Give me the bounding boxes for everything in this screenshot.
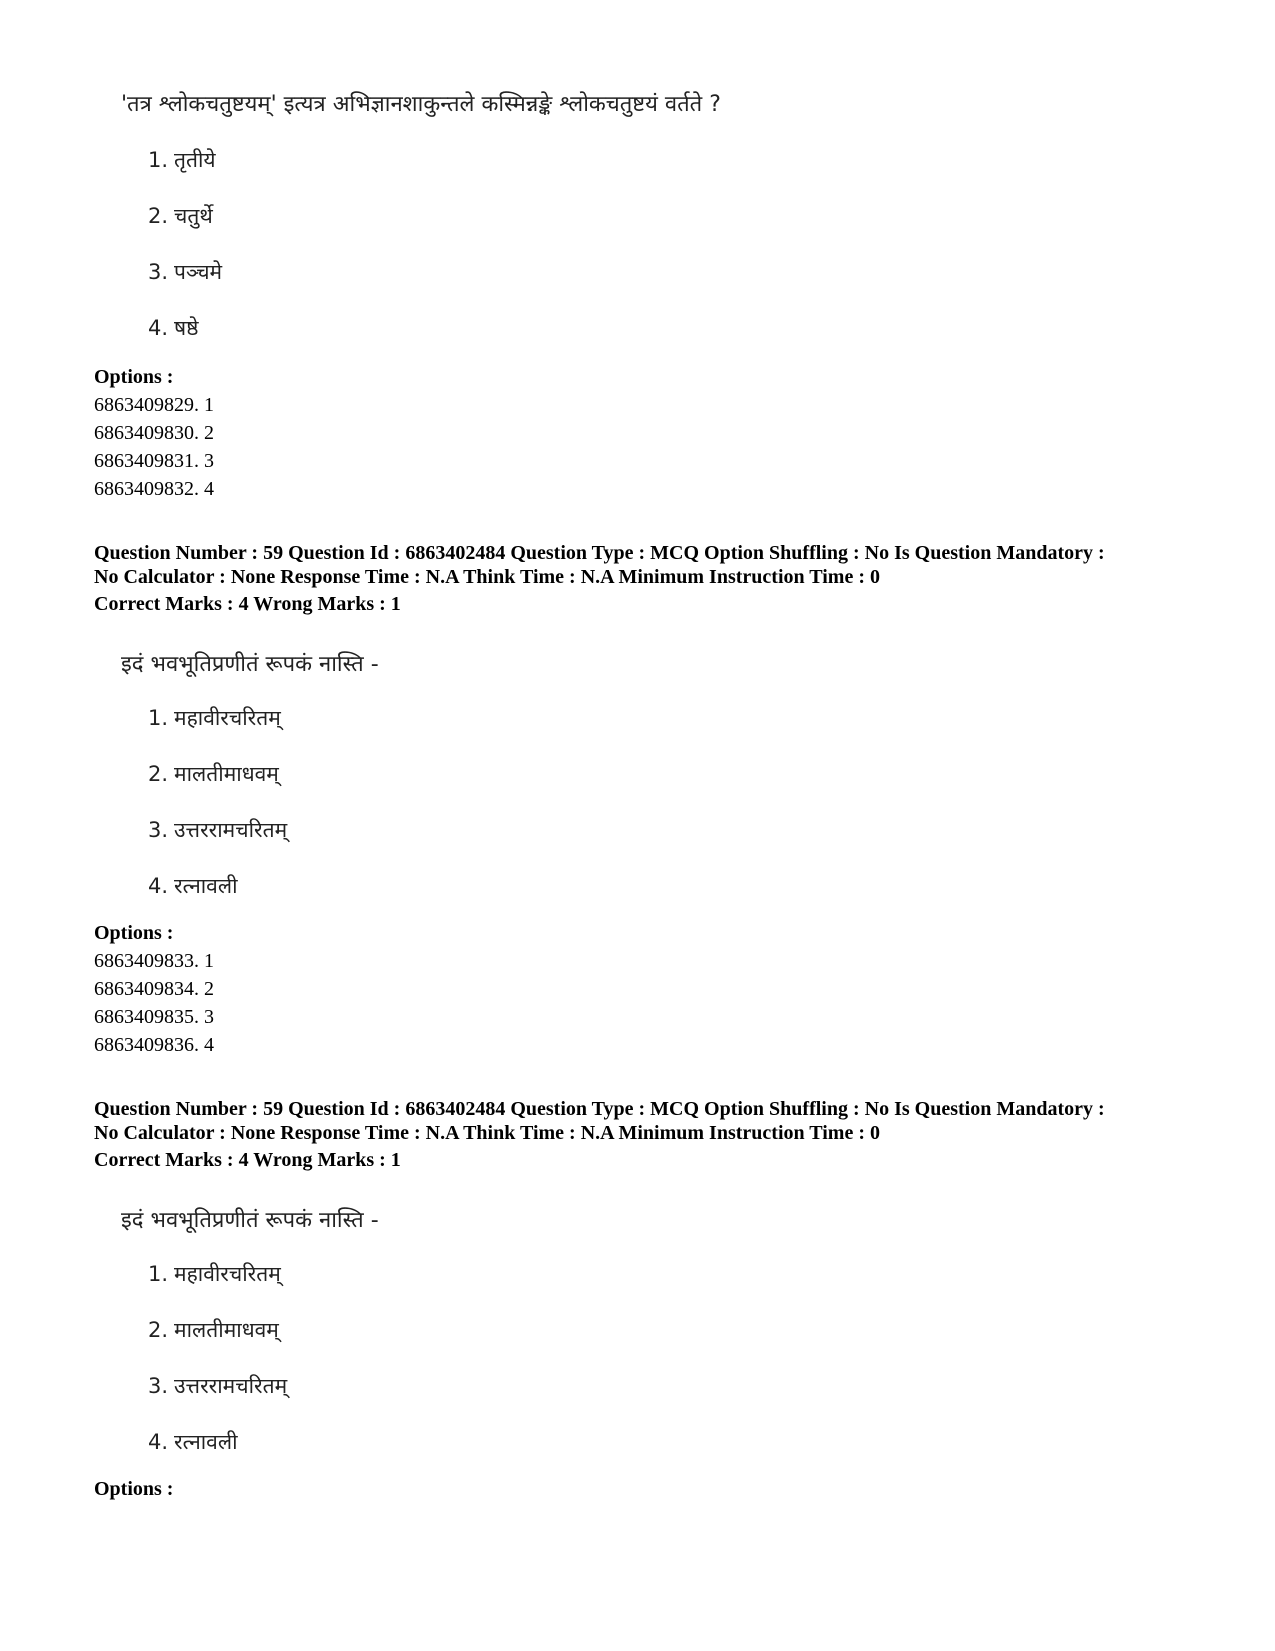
choice-2 <box>148 202 213 230</box>
choice-text: महावीरचरितम् <box>174 1262 281 1286</box>
question-text: इदं भवभूतिप्रणीतं रूपकं नास्ति - <box>121 652 379 677</box>
marks-line: Correct Marks : 4 Wrong Marks : 1 <box>94 1149 401 1171</box>
choice-1 <box>148 704 281 732</box>
choice-text: रत्नावली <box>174 1430 238 1454</box>
choice-number: 3. <box>148 818 169 842</box>
meta-line-2: No Calculator : None Response Time : N.A Think Time : N.A Minimum Instruction Time : 0 <box>94 566 880 588</box>
meta-line-2: No Calculator : None Response Time : N.A Think Time : N.A Minimum Instruction Time : 0 <box>94 1122 880 1144</box>
choice-number: 2. <box>148 1318 169 1342</box>
meta-line-1: Question Number : 59 Question Id : 6863402484 Question Type : MCQ Option Shuffling : No Is Question Mandatory : <box>94 542 1105 564</box>
options-label: Options : <box>94 366 174 388</box>
choice-3 <box>148 1372 287 1400</box>
choice-4 <box>148 872 238 900</box>
choice-number: 3. <box>148 1374 169 1398</box>
choice-text: उत्तररामचरितम् <box>174 1374 288 1398</box>
choice-1 <box>148 1260 281 1288</box>
question-meta <box>94 1097 1214 1145</box>
option-id-line: 6863409831. 3 <box>94 450 214 472</box>
choice-number: 1. <box>148 148 169 172</box>
marks-line: Correct Marks : 4 Wrong Marks : 1 <box>94 593 401 615</box>
choice-text: महावीरचरितम् <box>174 706 281 730</box>
choice-number: 2. <box>148 204 169 228</box>
option-id-line: 6863409829. 1 <box>94 394 214 416</box>
choice-4 <box>148 314 199 342</box>
option-id-line: 6863409834. 2 <box>94 978 214 1000</box>
choice-text: चतुर्थे <box>174 204 213 228</box>
choice-number: 2. <box>148 762 169 786</box>
choice-text: मालतीमाधवम् <box>174 762 279 786</box>
choice-number: 1. <box>148 1262 169 1286</box>
choice-1 <box>148 146 216 174</box>
choice-text: रत्नावली <box>174 874 238 898</box>
option-id-line: 6863409832. 4 <box>94 478 214 500</box>
choice-4 <box>148 1428 238 1456</box>
choice-number: 4. <box>148 874 169 898</box>
choice-text: पञ्चमे <box>174 260 223 284</box>
option-id-line: 6863409833. 1 <box>94 950 214 972</box>
choice-number: 4. <box>148 1430 169 1454</box>
options-label: Options : <box>94 922 174 944</box>
choice-number: 4. <box>148 316 169 340</box>
choice-text: उत्तररामचरितम् <box>174 818 288 842</box>
option-id-line: 6863409830. 2 <box>94 422 214 444</box>
choice-number: 3. <box>148 260 169 284</box>
option-id-line: 6863409835. 3 <box>94 1006 214 1028</box>
option-id-line: 6863409836. 4 <box>94 1034 214 1056</box>
choice-text: तृतीये <box>174 148 216 172</box>
question-text: 'तत्र श्लोकचतुष्टयम्' इत्यत्र अभिज्ञानशाकुन्तले कस्मिन्नङ्के श्लोकचतुष्टयं वर्तते ? <box>121 92 721 117</box>
options-label: Options : <box>94 1478 174 1500</box>
choice-2 <box>148 760 279 788</box>
choice-text: षष्ठे <box>174 316 199 340</box>
choice-text: मालतीमाधवम् <box>174 1318 279 1342</box>
question-text: इदं भवभूतिप्रणीतं रूपकं नास्ति - <box>121 1208 379 1233</box>
choice-2 <box>148 1316 279 1344</box>
choice-number: 1. <box>148 706 169 730</box>
choice-3 <box>148 258 222 286</box>
question-meta <box>94 541 1214 589</box>
meta-line-1: Question Number : 59 Question Id : 6863402484 Question Type : MCQ Option Shuffling : No Is Question Mandatory : <box>94 1098 1105 1120</box>
choice-3 <box>148 816 287 844</box>
